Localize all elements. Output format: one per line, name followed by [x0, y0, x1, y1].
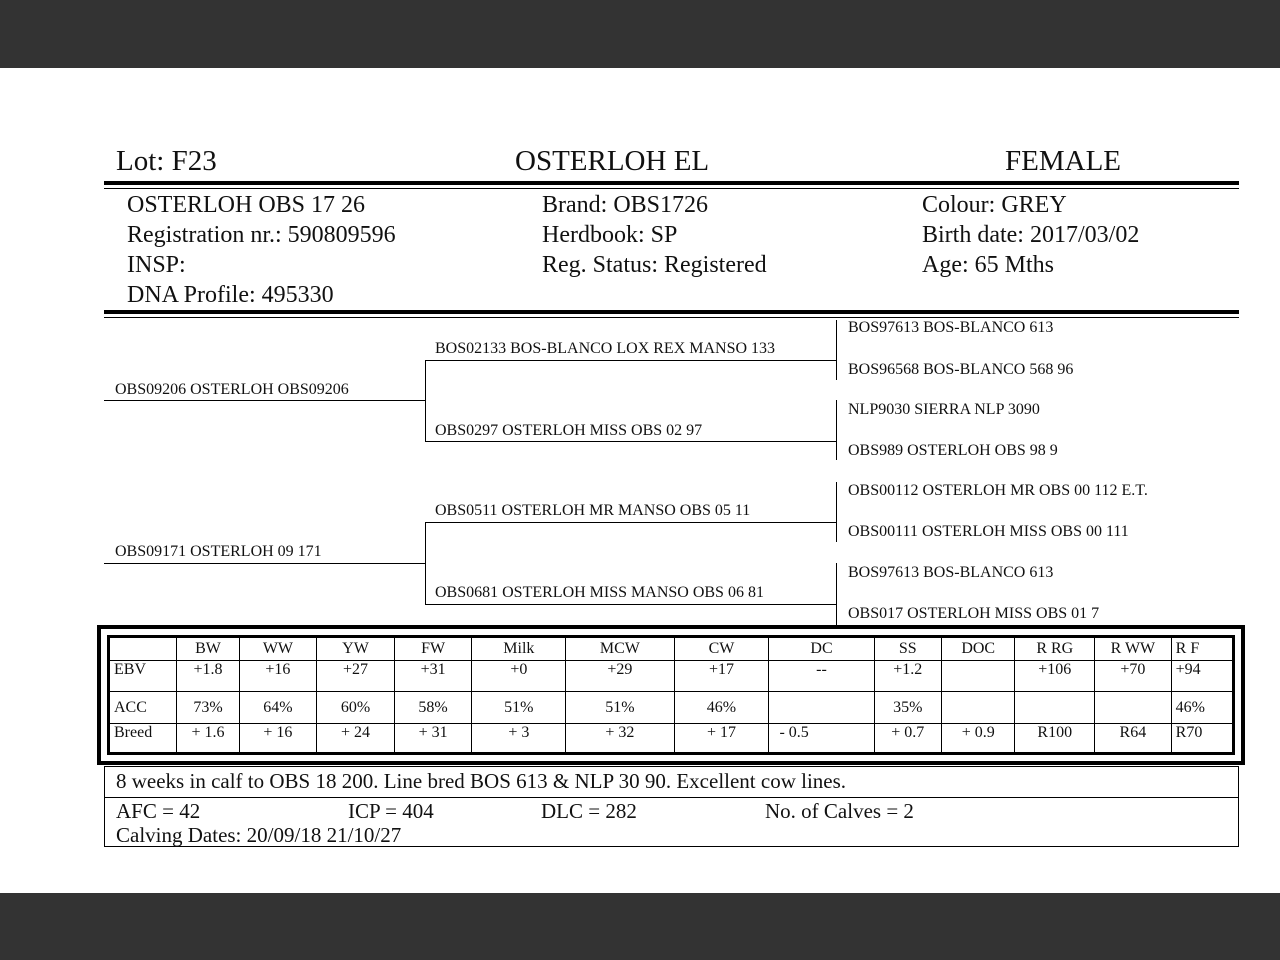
table-cell: R100: [1015, 723, 1095, 752]
pedigree-connector: [836, 320, 837, 380]
pedigree-connector: [425, 604, 836, 605]
header-rule-thin: [104, 188, 1239, 189]
table-cell: +70: [1095, 661, 1172, 692]
registration-number: Registration nr.: 590809596: [127, 222, 396, 248]
table-cell: 51%: [472, 692, 566, 723]
animal-info-col1: [127, 190, 396, 310]
table-cell: 46%: [674, 692, 769, 723]
dlc-value: DLC = 282: [541, 799, 637, 823]
table-cell: +94: [1171, 661, 1232, 692]
table-cell: + 24: [317, 723, 395, 752]
pedigree-connector: [836, 482, 837, 542]
table-row-label: EBV: [110, 661, 177, 692]
pedigree-ggp-1: BOS97613 BOS-BLANCO 613: [848, 319, 1054, 336]
pedigree-connector: [425, 522, 426, 604]
reg-status: Reg. Status: Registered: [542, 252, 767, 278]
table-cell: 64%: [239, 692, 317, 723]
table-row-label: ACC: [110, 692, 177, 723]
table-header-cell: DOC: [941, 638, 1015, 661]
table-cell: [941, 692, 1015, 723]
calving-dates: Calving Dates: 20/09/18 21/10/27: [116, 823, 402, 847]
table-cell: 35%: [874, 692, 941, 723]
table-header-cell: CW: [674, 638, 769, 661]
table-header-cell: YW: [317, 638, 395, 661]
header-rule-thick: [104, 181, 1239, 185]
herdbook: Herdbook: SP: [542, 222, 678, 248]
table-cell: +29: [566, 661, 674, 692]
birth-date: Birth date: 2017/03/02: [922, 222, 1140, 248]
pedigree-sire: OBS09206 OSTERLOH OBS09206: [115, 381, 349, 398]
notes-box: [104, 766, 1239, 847]
table-cell: + 31: [394, 723, 472, 752]
brand: Brand: OBS1726: [542, 192, 709, 218]
pedigree-ggp-6: OBS00111 OSTERLOH MISS OBS 00 111: [848, 523, 1129, 540]
breed-row: [110, 723, 1233, 752]
table-cell: + 3: [472, 723, 566, 752]
table-cell: +27: [317, 661, 395, 692]
pedigree-sire-sire: BOS02133 BOS-BLANCO LOX REX MANSO 133: [435, 340, 776, 357]
table-header-cell: MCW: [566, 638, 674, 661]
table-cell: +1.8: [177, 661, 239, 692]
pedigree-ggp-5: OBS00112 OSTERLOH MR OBS 00 112 E.T.: [848, 482, 1148, 499]
table-cell: + 1.6: [177, 723, 239, 752]
table-header-cell: Milk: [472, 638, 566, 661]
animal-full-name: OSTERLOH OBS 17 26: [127, 192, 366, 218]
pedigree-ggp-4: OBS989 OSTERLOH OBS 98 9: [848, 442, 1058, 459]
notes-divider: [105, 797, 1238, 798]
table-header-cell: BW: [177, 638, 239, 661]
table-cell: 58%: [394, 692, 472, 723]
pedigree-dam-sire: OBS0511 OSTERLOH MR MANSO OBS 05 11: [435, 502, 751, 519]
table-cell: + 32: [566, 723, 674, 752]
bottom-dark-bar: [0, 893, 1280, 960]
age: Age: 65 Mths: [922, 252, 1054, 278]
table-header-cell: R RG: [1015, 638, 1095, 661]
animal-info-col3: [922, 190, 1139, 280]
table-cell: + 16: [239, 723, 317, 752]
lot-number: Lot: F23: [116, 145, 217, 177]
table-cell: [769, 692, 874, 723]
insp-field: INSP:: [127, 252, 186, 278]
table-row-label: Breed: [110, 723, 177, 752]
pedigree-connector: [425, 522, 836, 523]
table-cell: + 0.9: [941, 723, 1015, 752]
notes-comment: 8 weeks in calf to OBS 18 200. Line bred BOS 613 & NLP 30 90. Excellent cow lines.: [116, 769, 847, 793]
afc-value: AFC = 42: [116, 799, 201, 823]
pedigree-connector: [836, 400, 837, 460]
pedigree-ggp-7: BOS97613 BOS-BLANCO 613: [848, 564, 1054, 581]
table-cell: +17: [674, 661, 769, 692]
colour: Colour: GREY: [922, 192, 1067, 218]
table-header-cell: R F: [1171, 638, 1232, 661]
table-cell: 60%: [317, 692, 395, 723]
table-cell: +16: [239, 661, 317, 692]
ebv-table-frame: [97, 625, 1245, 765]
table-cell: 46%: [1171, 692, 1232, 723]
pedigree-connector: [425, 360, 836, 361]
table-cell: --: [769, 661, 874, 692]
top-dark-bar: [0, 0, 1280, 68]
animal-info-col2: [542, 190, 767, 280]
table-header-cell: FW: [394, 638, 472, 661]
table-header-cell: SS: [874, 638, 941, 661]
table-cell: +0: [472, 661, 566, 692]
table-cell: + 0.7: [874, 723, 941, 752]
pedigree-ggp-2: BOS96568 BOS-BLANCO 568 96: [848, 361, 1074, 378]
table-cell: [1095, 692, 1172, 723]
pedigree-ggp-3: NLP9030 SIERRA NLP 3090: [848, 401, 1040, 418]
table-cell: +31: [394, 661, 472, 692]
pedigree-connector: [104, 400, 425, 401]
animal-title: OSTERLOH EL: [515, 145, 710, 177]
pedigree-connector: [836, 563, 837, 625]
table-header-cell: WW: [239, 638, 317, 661]
pedigree-connector: [104, 563, 425, 564]
pedigree-dam: OBS09171 OSTERLOH 09 171: [115, 543, 322, 560]
table-cell: +1.2: [874, 661, 941, 692]
dna-profile: DNA Profile: 495330: [127, 282, 334, 308]
calves-count: No. of Calves = 2: [765, 799, 914, 823]
ebv-header-row: [110, 638, 1233, 661]
table-cell: + 17: [674, 723, 769, 752]
pedigree-sire-dam: OBS0297 OSTERLOH MISS OBS 02 97: [435, 422, 703, 439]
pedigree-connector: [425, 441, 836, 442]
table-cell: 73%: [177, 692, 239, 723]
table-header-cell: [110, 638, 177, 661]
info-rule-thick: [104, 310, 1239, 314]
sex-label: FEMALE: [1005, 145, 1121, 177]
ebv-table: [109, 637, 1233, 753]
table-cell: +106: [1015, 661, 1095, 692]
table-header-cell: DC: [769, 638, 874, 661]
ebv-table-inner: [107, 635, 1235, 755]
table-cell: R64: [1095, 723, 1172, 752]
pedigree-connector: [425, 360, 426, 441]
table-cell: R70: [1171, 723, 1232, 752]
table-cell: [1015, 692, 1095, 723]
acc-row: [110, 692, 1233, 723]
table-cell: 51%: [566, 692, 674, 723]
table-header-cell: R WW: [1095, 638, 1172, 661]
info-rule-thin: [104, 317, 1239, 318]
ebv-row: [110, 661, 1233, 692]
pedigree-ggp-8: OBS017 OSTERLOH MISS OBS 01 7: [848, 605, 1100, 622]
table-cell: [941, 661, 1015, 692]
pedigree-dam-dam: OBS0681 OSTERLOH MISS MANSO OBS 06 81: [435, 584, 764, 601]
icp-value: ICP = 404: [348, 799, 434, 823]
table-cell: - 0.5: [769, 723, 874, 752]
